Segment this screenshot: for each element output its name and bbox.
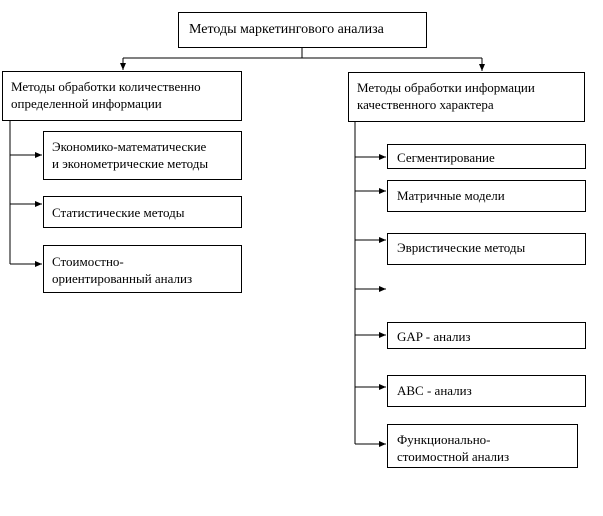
right-item-gap-analysis: GAP - анализ (387, 322, 586, 349)
right-item-matrix-models: Матричные модели (387, 180, 586, 212)
right-item-heuristic: Эвристические методы (387, 233, 586, 265)
root-box: Методы маркетингового анализа (178, 12, 427, 48)
right-item-segmentation: Сегментирование (387, 144, 586, 169)
right-item-abc-analysis: ABC - анализ (387, 375, 586, 407)
right-item-functional-cost: Функционально- стоимостной анализ (387, 424, 578, 468)
left-item-econometric: Экономико-математические и эконометрические методы (43, 131, 242, 180)
left-item-value-oriented: Стоимостно- ориентированный анализ (43, 245, 242, 293)
right-header-box: Методы обработки информации качественного характера (348, 72, 585, 122)
left-header-box: Методы обработки количественно определенной информации (2, 71, 242, 121)
left-item-statistical: Статистические методы (43, 196, 242, 228)
